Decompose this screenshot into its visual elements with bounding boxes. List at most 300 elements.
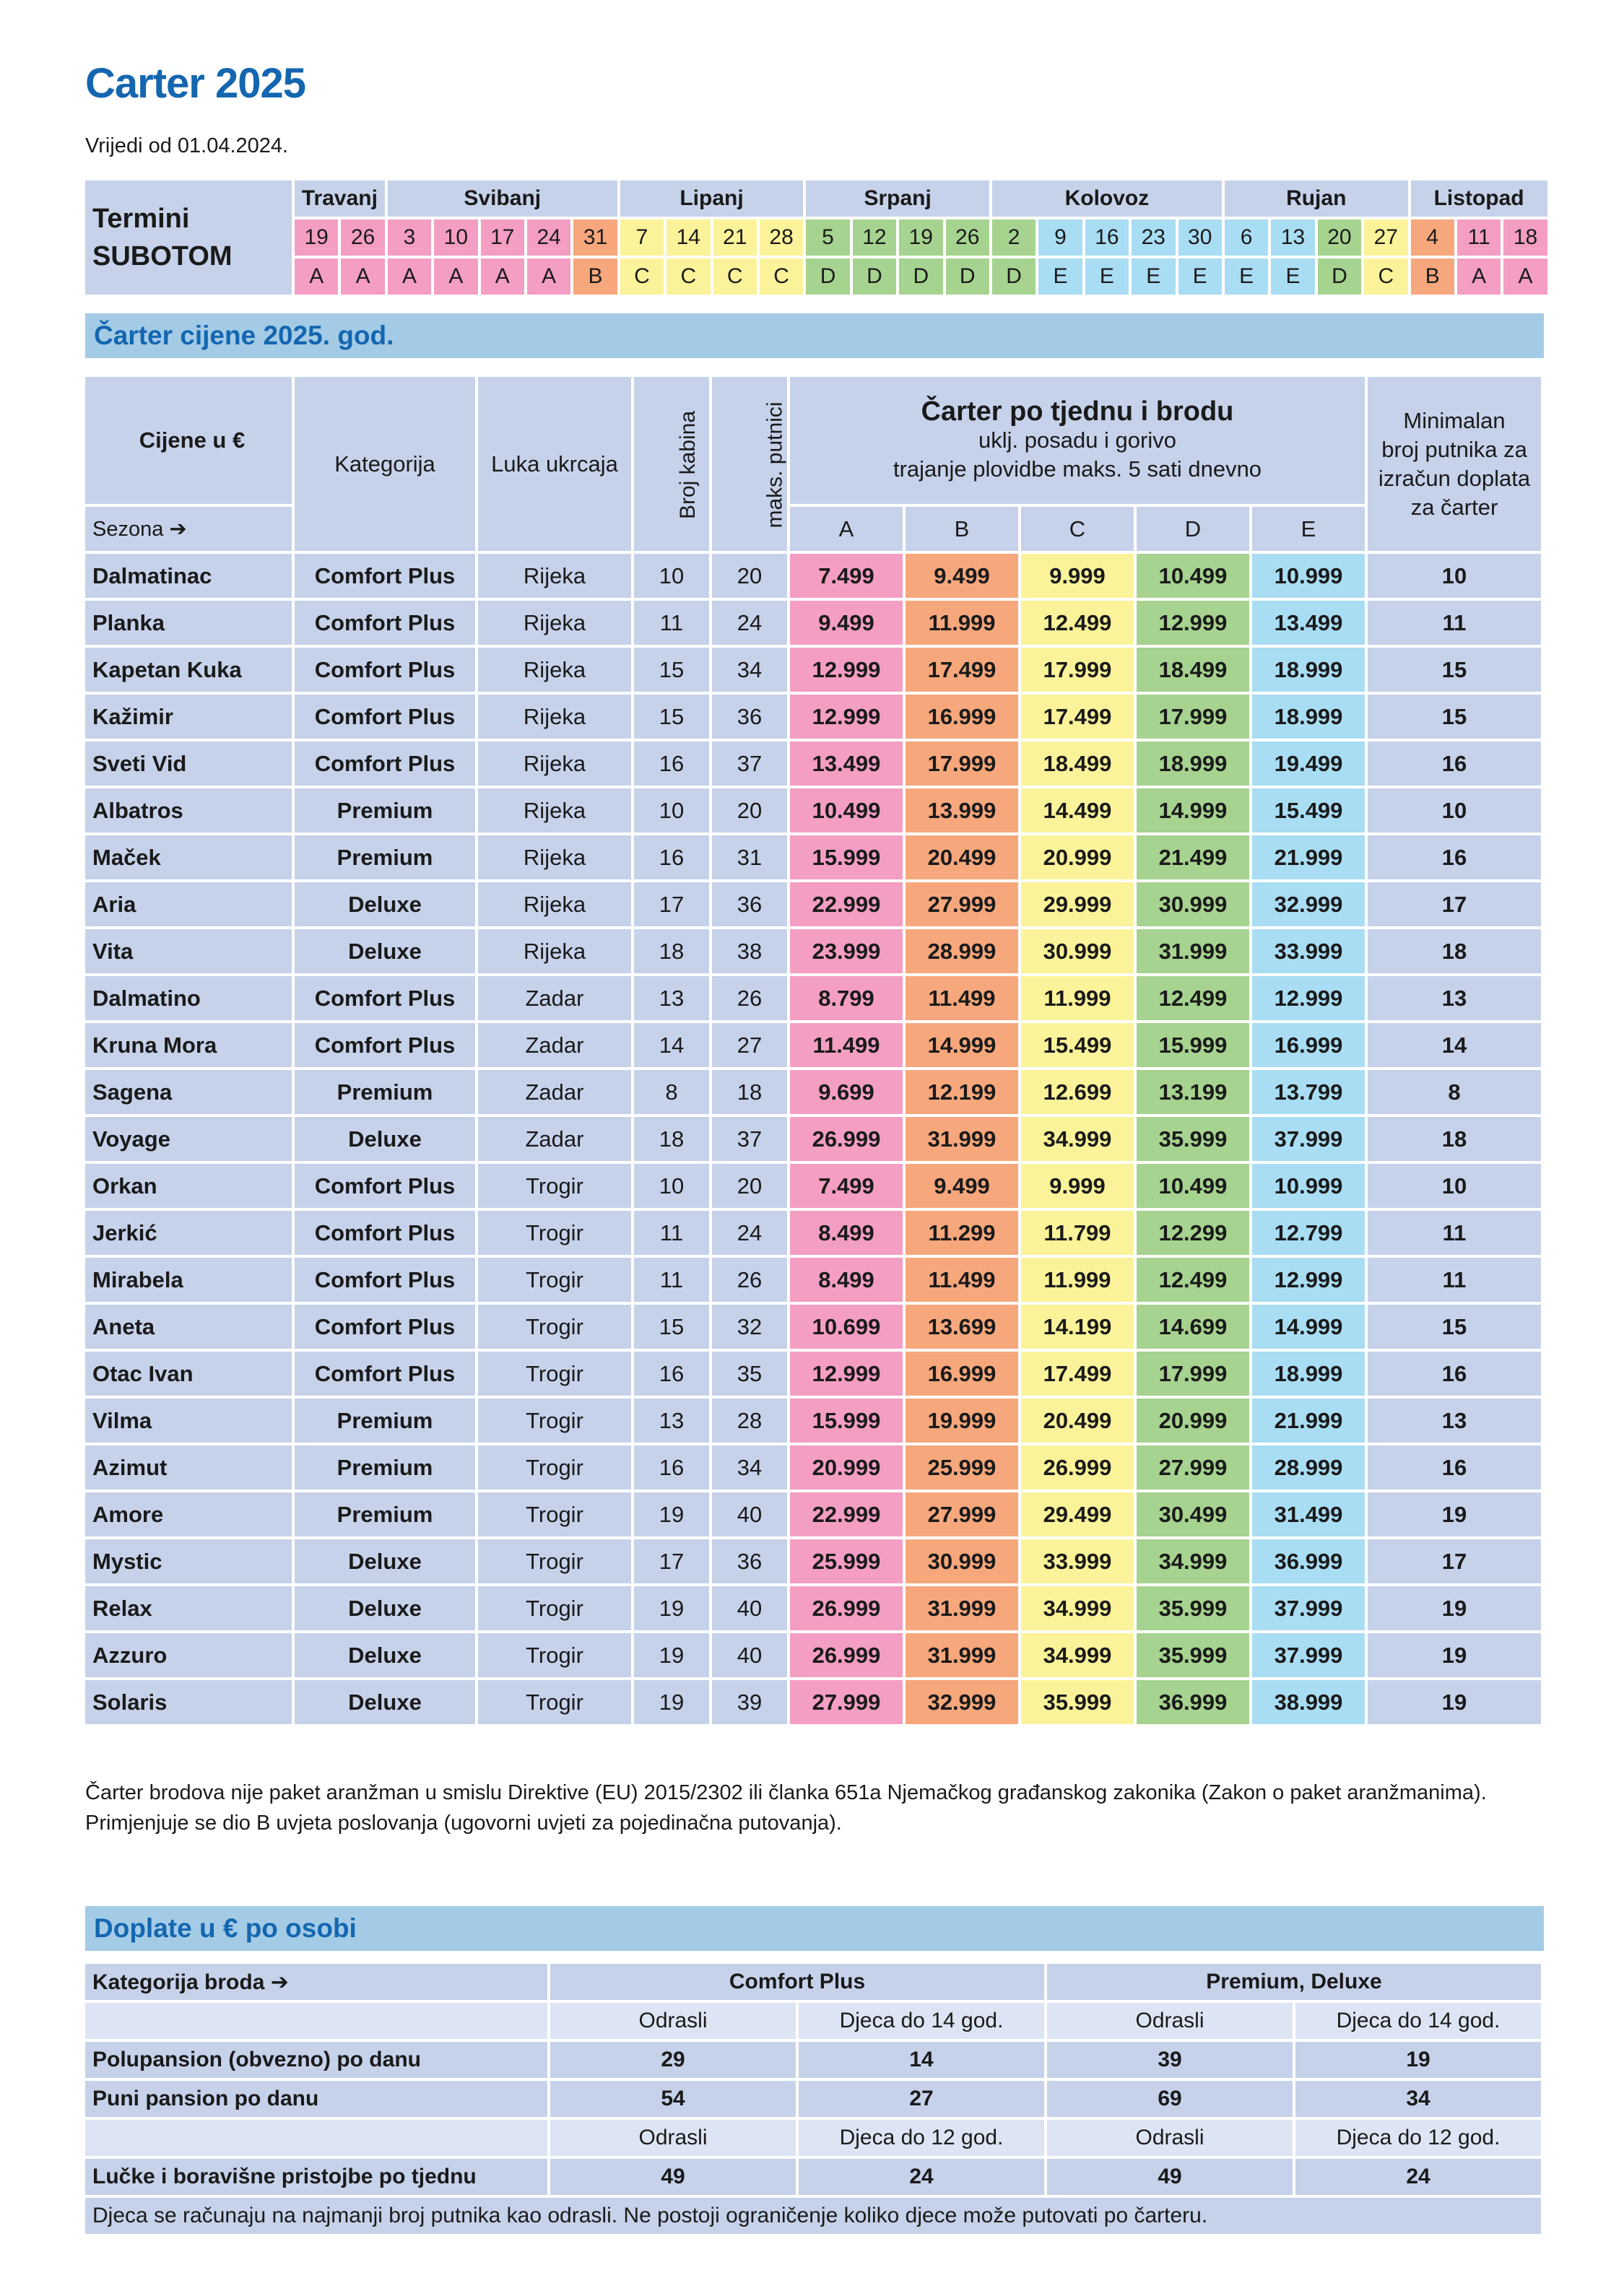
doplate-table: [85, 1964, 1544, 2237]
termin-season: A: [388, 258, 434, 297]
min-pax: 15: [1368, 1305, 1544, 1352]
doplate-subheader: Djeca do 12 god.: [799, 2120, 1047, 2159]
min-pax: 11: [1368, 601, 1544, 648]
termin-day: 26: [946, 219, 992, 258]
ship-port: Zadar: [478, 1117, 634, 1164]
season-header-c: C: [1021, 507, 1137, 554]
ship-cabins: 19: [634, 1680, 712, 1727]
price-c: 9.999: [1021, 554, 1137, 601]
ship-max-pax: 40: [712, 1633, 790, 1680]
ship-port: Zadar: [478, 1070, 634, 1117]
price-b: 14.999: [906, 1023, 1021, 1070]
ship-name: Maček: [85, 835, 295, 882]
termin-season: D: [992, 258, 1038, 297]
termin-season: D: [853, 258, 899, 297]
ship-category: Comfort Plus: [295, 695, 478, 742]
termin-day: 18: [1503, 219, 1550, 258]
ship-port: Trogir: [478, 1492, 634, 1539]
price-d: 34.999: [1137, 1539, 1252, 1586]
price-a: 23.999: [790, 929, 906, 976]
price-c: 15.499: [1021, 1023, 1137, 1070]
price-c: 17.999: [1021, 648, 1137, 695]
ship-cabins: 16: [634, 835, 712, 882]
header-cijene: Cijene u €: [85, 377, 295, 507]
ship-cabins: 15: [634, 695, 712, 742]
header-maks-putnici-label: maks. putnici: [763, 401, 787, 529]
termin-season: A: [341, 258, 387, 297]
price-a: 25.999: [790, 1539, 906, 1586]
termin-season: A: [481, 258, 527, 297]
price-b: 25.999: [906, 1445, 1021, 1492]
doplate-value: 39: [1047, 2042, 1295, 2081]
doplate-value: 14: [799, 2042, 1047, 2081]
table-row: [85, 1539, 1544, 1586]
ship-port: Rijeka: [478, 742, 634, 788]
header-carter-group: [790, 377, 1368, 507]
month-header: Lipanj: [620, 181, 807, 219]
termin-season: E: [1132, 258, 1178, 297]
season-header-e: E: [1252, 507, 1368, 554]
ship-category: Comfort Plus: [295, 554, 478, 601]
doplate-comfort-plus: Comfort Plus: [550, 1964, 1047, 2003]
ship-name: Amore: [85, 1492, 295, 1539]
price-d: 14.999: [1137, 788, 1252, 835]
ship-cabins: 16: [634, 742, 712, 788]
table-row: [85, 1352, 1544, 1399]
ship-max-pax: 36: [712, 882, 790, 929]
price-c: 14.199: [1021, 1305, 1137, 1352]
doplate-subheader: Djeca do 12 god.: [1295, 2120, 1544, 2159]
price-a: 22.999: [790, 882, 906, 929]
ship-category: Premium: [295, 1492, 478, 1539]
price-d: 10.499: [1137, 554, 1252, 601]
ship-cabins: 18: [634, 1117, 712, 1164]
termin-season: B: [573, 258, 620, 297]
ship-cabins: 13: [634, 976, 712, 1023]
price-c: 11.999: [1021, 976, 1137, 1023]
ship-category: Comfort Plus: [295, 1211, 478, 1258]
section-header-doplate: Doplate u € po osobi: [85, 1906, 1544, 1951]
table-row: [85, 1164, 1544, 1211]
ship-cabins: 17: [634, 1539, 712, 1586]
price-e: 21.999: [1252, 1399, 1368, 1445]
price-c: 9.999: [1021, 1164, 1137, 1211]
ship-category: Comfort Plus: [295, 1258, 478, 1305]
termin-day: 16: [1085, 219, 1132, 258]
season-header-d: D: [1137, 507, 1252, 554]
price-a: 15.999: [790, 1399, 906, 1445]
price-c: 18.499: [1021, 742, 1137, 788]
header-broj-kabina-label: Broj kabina: [676, 410, 700, 519]
doplate-subheader: Djeca do 14 god.: [1295, 2003, 1544, 2042]
termini-label: [85, 181, 295, 297]
price-b: 17.999: [906, 742, 1021, 788]
table-row: [85, 1070, 1544, 1117]
header-broj-kabina: [634, 377, 712, 554]
price-c: 34.999: [1021, 1117, 1137, 1164]
section-header-prices: Čarter cijene 2025. god.: [85, 313, 1544, 358]
termin-day: 19: [899, 219, 945, 258]
ship-name: Otac Ivan: [85, 1352, 295, 1399]
price-c: 34.999: [1021, 1586, 1137, 1633]
termin-season: D: [806, 258, 852, 297]
ship-max-pax: 31: [712, 835, 790, 882]
table-row: [85, 976, 1544, 1023]
termin-day: 24: [527, 219, 573, 258]
ship-cabins: 15: [634, 648, 712, 695]
ship-cabins: 11: [634, 1211, 712, 1258]
ship-port: Trogir: [478, 1680, 634, 1727]
min-pax: 8: [1368, 1070, 1544, 1117]
min-pax: 17: [1368, 1539, 1544, 1586]
ship-cabins: 11: [634, 1258, 712, 1305]
ship-max-pax: 34: [712, 1445, 790, 1492]
ship-cabins: 10: [634, 788, 712, 835]
doplate-value: 54: [550, 2081, 799, 2120]
min-pax: 11: [1368, 1211, 1544, 1258]
doplate-empty-cell: [85, 2120, 550, 2159]
termin-season: E: [1178, 258, 1225, 297]
price-c: 30.999: [1021, 929, 1137, 976]
doplate-subheader: Odrasli: [550, 2120, 799, 2159]
ship-max-pax: 36: [712, 695, 790, 742]
price-b: 9.499: [906, 554, 1021, 601]
doplate-subheader: Djeca do 14 god.: [799, 2003, 1047, 2042]
price-e: 37.999: [1252, 1117, 1368, 1164]
ship-name: Aneta: [85, 1305, 295, 1352]
ship-port: Trogir: [478, 1445, 634, 1492]
legal-note-line1: Čarter brodova nije paket aranžman u smislu Direktive (EU) 2015/2302 ili članka 651a Njemačkog građanskog zakonika (Zakon o paket aranžmanima).: [85, 1781, 1487, 1804]
ship-name: Dalmatinac: [85, 554, 295, 601]
header-min-line1: Minimalan: [1403, 407, 1506, 433]
price-a: 8.499: [790, 1211, 906, 1258]
price-b: 20.499: [906, 835, 1021, 882]
ship-max-pax: 20: [712, 788, 790, 835]
doplate-empty-cell: [85, 2003, 550, 2042]
ship-name: Mirabela: [85, 1258, 295, 1305]
ship-category: Comfort Plus: [295, 742, 478, 788]
ship-category: Comfort Plus: [295, 1023, 478, 1070]
price-d: 17.999: [1137, 695, 1252, 742]
termin-season: C: [713, 258, 760, 297]
price-d: 14.699: [1137, 1305, 1252, 1352]
price-a: 8.499: [790, 1258, 906, 1305]
price-b: 27.999: [906, 1492, 1021, 1539]
table-row: [85, 601, 1544, 648]
price-c: 35.999: [1021, 1680, 1137, 1727]
price-a: 13.499: [790, 742, 906, 788]
price-e: 10.999: [1252, 554, 1368, 601]
ship-cabins: 14: [634, 1023, 712, 1070]
price-a: 26.999: [790, 1117, 906, 1164]
ship-cabins: 19: [634, 1633, 712, 1680]
ship-port: Zadar: [478, 976, 634, 1023]
ship-port: Trogir: [478, 1258, 634, 1305]
ship-name: Kažimir: [85, 695, 295, 742]
ship-max-pax: 40: [712, 1492, 790, 1539]
ship-max-pax: 40: [712, 1586, 790, 1633]
ship-max-pax: 24: [712, 1211, 790, 1258]
ship-name: Aria: [85, 882, 295, 929]
ship-category: Deluxe: [295, 1633, 478, 1680]
termin-day: 10: [434, 219, 480, 258]
ship-category: Premium: [295, 788, 478, 835]
price-d: 17.999: [1137, 1352, 1252, 1399]
ship-port: Rijeka: [478, 601, 634, 648]
header-kategorija: Kategorija: [295, 377, 478, 554]
termin-season: A: [1457, 258, 1503, 297]
price-d: 15.999: [1137, 1023, 1252, 1070]
ship-cabins: 19: [634, 1492, 712, 1539]
price-c: 26.999: [1021, 1445, 1137, 1492]
price-b: 11.499: [906, 976, 1021, 1023]
ship-name: Vita: [85, 929, 295, 976]
ship-name: Vilma: [85, 1399, 295, 1445]
price-a: 22.999: [790, 1492, 906, 1539]
price-a: 12.999: [790, 695, 906, 742]
legal-note: [85, 1778, 1551, 1838]
ship-cabins: 13: [634, 1399, 712, 1445]
ship-port: Trogir: [478, 1539, 634, 1586]
ship-port: Rijeka: [478, 648, 634, 695]
ship-category: Comfort Plus: [295, 601, 478, 648]
ship-category: Comfort Plus: [295, 976, 478, 1023]
ship-max-pax: 20: [712, 554, 790, 601]
price-b: 11.299: [906, 1211, 1021, 1258]
price-e: 21.999: [1252, 835, 1368, 882]
ship-max-pax: 32: [712, 1305, 790, 1352]
ship-max-pax: 18: [712, 1070, 790, 1117]
price-e: 18.999: [1252, 695, 1368, 742]
header-group-title: Čarter po tjednu i brodu: [921, 396, 1234, 427]
price-c: 14.499: [1021, 788, 1137, 835]
validity-date: Vrijedi od 01.04.2024.: [85, 134, 289, 157]
month-header: Svibanj: [388, 181, 620, 219]
ship-name: Mystic: [85, 1539, 295, 1586]
termin-day: 6: [1225, 219, 1271, 258]
doplate-premium-deluxe: Premium, Deluxe: [1047, 1964, 1544, 2003]
price-b: 27.999: [906, 882, 1021, 929]
price-c: 17.499: [1021, 1352, 1137, 1399]
termin-day: 12: [853, 219, 899, 258]
ship-name: Kapetan Kuka: [85, 648, 295, 695]
ship-category: Deluxe: [295, 1586, 478, 1633]
price-d: 12.299: [1137, 1211, 1252, 1258]
price-a: 15.999: [790, 835, 906, 882]
table-row: [85, 1211, 1544, 1258]
ship-cabins: 17: [634, 882, 712, 929]
ship-cabins: 16: [634, 1445, 712, 1492]
table-row: [85, 1492, 1544, 1539]
table-row: [85, 1680, 1544, 1727]
header-min-line2: broj putnika za: [1381, 436, 1527, 462]
ship-cabins: 19: [634, 1586, 712, 1633]
price-e: 18.999: [1252, 1352, 1368, 1399]
termin-season: E: [1085, 258, 1132, 297]
termin-season: D: [946, 258, 992, 297]
ship-port: Zadar: [478, 1023, 634, 1070]
price-b: 31.999: [906, 1586, 1021, 1633]
price-e: 13.799: [1252, 1070, 1368, 1117]
ship-max-pax: 37: [712, 742, 790, 788]
price-a: 11.499: [790, 1023, 906, 1070]
price-table: [85, 377, 1544, 1727]
price-b: 12.199: [906, 1070, 1021, 1117]
price-b: 30.999: [906, 1539, 1021, 1586]
termin-day: 30: [1178, 219, 1225, 258]
ship-name: Relax: [85, 1586, 295, 1633]
price-d: 18.499: [1137, 648, 1252, 695]
price-d: 30.499: [1137, 1492, 1252, 1539]
ship-port: Rijeka: [478, 788, 634, 835]
price-e: 13.499: [1252, 601, 1368, 648]
price-b: 31.999: [906, 1633, 1021, 1680]
ship-cabins: 16: [634, 1352, 712, 1399]
price-b: 16.999: [906, 695, 1021, 742]
price-a: 26.999: [790, 1633, 906, 1680]
ship-max-pax: 28: [712, 1399, 790, 1445]
price-c: 29.999: [1021, 882, 1137, 929]
ship-name: Albatros: [85, 788, 295, 835]
termin-day: 2: [992, 219, 1038, 258]
ship-max-pax: 36: [712, 1539, 790, 1586]
header-group-sub1: uklj. posadu i gorivo: [978, 427, 1176, 453]
price-e: 12.999: [1252, 1258, 1368, 1305]
price-d: 30.999: [1137, 882, 1252, 929]
termin-season: B: [1411, 258, 1457, 297]
price-e: 28.999: [1252, 1445, 1368, 1492]
price-c: 11.999: [1021, 1258, 1137, 1305]
ship-port: Trogir: [478, 1399, 634, 1445]
termin-season: A: [434, 258, 480, 297]
ship-category: Deluxe: [295, 882, 478, 929]
price-e: 16.999: [1252, 1023, 1368, 1070]
ship-port: Trogir: [478, 1586, 634, 1633]
price-e: 31.499: [1252, 1492, 1368, 1539]
price-a: 7.499: [790, 1164, 906, 1211]
price-b: 31.999: [906, 1117, 1021, 1164]
price-c: 34.999: [1021, 1633, 1137, 1680]
doplate-value: 69: [1047, 2081, 1295, 2120]
ship-max-pax: 39: [712, 1680, 790, 1727]
ship-category: Premium: [295, 835, 478, 882]
termin-day: 20: [1318, 219, 1364, 258]
header-maks-putnici: [712, 377, 790, 554]
termin-season: D: [1318, 258, 1364, 297]
price-b: 13.999: [906, 788, 1021, 835]
ship-port: Trogir: [478, 1633, 634, 1680]
ship-name: Orkan: [85, 1164, 295, 1211]
price-b: 9.499: [906, 1164, 1021, 1211]
header-group-sub2: trajanje plovidbe maks. 5 sati dnevno: [893, 456, 1262, 482]
ship-cabins: 10: [634, 1164, 712, 1211]
price-c: 20.499: [1021, 1399, 1137, 1445]
price-a: 7.499: [790, 554, 906, 601]
price-e: 37.999: [1252, 1633, 1368, 1680]
termin-season: C: [666, 258, 713, 297]
table-row: [85, 1258, 1544, 1305]
min-pax: 13: [1368, 976, 1544, 1023]
ship-port: Trogir: [478, 1352, 634, 1399]
month-header: Srpanj: [806, 181, 992, 219]
termin-day: 7: [620, 219, 666, 258]
price-d: 35.999: [1137, 1633, 1252, 1680]
header-luka: Luka ukrcaja: [478, 377, 634, 554]
price-b: 11.999: [906, 601, 1021, 648]
month-header: Kolovoz: [992, 181, 1225, 219]
ship-category: Comfort Plus: [295, 1164, 478, 1211]
price-b: 32.999: [906, 1680, 1021, 1727]
doplate-value: 24: [799, 2159, 1047, 2198]
table-row: [85, 1117, 1544, 1164]
min-pax: 18: [1368, 929, 1544, 976]
termin-day: 9: [1038, 219, 1085, 258]
price-d: 13.199: [1137, 1070, 1252, 1117]
table-row: [85, 1399, 1544, 1445]
ship-category: Deluxe: [295, 1117, 478, 1164]
ship-name: Solaris: [85, 1680, 295, 1727]
ship-cabins: 15: [634, 1305, 712, 1352]
ship-cabins: 8: [634, 1070, 712, 1117]
doplate-value: 27: [799, 2081, 1047, 2120]
ship-port: Trogir: [478, 1164, 634, 1211]
price-d: 27.999: [1137, 1445, 1252, 1492]
doplate-subheader: Odrasli: [1047, 2003, 1295, 2042]
termin-day: 4: [1411, 219, 1457, 258]
price-d: 35.999: [1137, 1586, 1252, 1633]
table-row: [85, 882, 1544, 929]
termin-day: 13: [1271, 219, 1317, 258]
month-header: Travanj: [295, 181, 388, 219]
ship-max-pax: 27: [712, 1023, 790, 1070]
ship-max-pax: 26: [712, 1258, 790, 1305]
ship-port: Rijeka: [478, 695, 634, 742]
ship-port: Trogir: [478, 1305, 634, 1352]
ship-cabins: 18: [634, 929, 712, 976]
min-pax: 19: [1368, 1586, 1544, 1633]
doplate-value: 24: [1295, 2159, 1544, 2198]
price-d: 18.999: [1137, 742, 1252, 788]
table-row: [85, 742, 1544, 788]
ship-category: Premium: [295, 1445, 478, 1492]
termin-day: 26: [341, 219, 387, 258]
page-title: Carter 2025: [85, 60, 305, 107]
price-b: 17.499: [906, 648, 1021, 695]
table-row: [85, 695, 1544, 742]
price-e: 18.999: [1252, 648, 1368, 695]
legal-note-line2: Primjenjuje se dio B uvjeta poslovanja (ugovorni uvjeti za pojedinačna putovanja).: [85, 1812, 842, 1835]
price-d: 36.999: [1137, 1680, 1252, 1727]
min-pax: 10: [1368, 1164, 1544, 1211]
ship-max-pax: 20: [712, 1164, 790, 1211]
doplate-row-label: Puni pansion po danu: [85, 2081, 550, 2120]
price-d: 20.999: [1137, 1399, 1252, 1445]
price-d: 21.499: [1137, 835, 1252, 882]
table-row: [85, 2042, 1544, 2081]
price-a: 12.999: [790, 648, 906, 695]
doplate-value: 34: [1295, 2081, 1544, 2120]
ship-name: Azimut: [85, 1445, 295, 1492]
termin-season: D: [899, 258, 945, 297]
price-a: 10.499: [790, 788, 906, 835]
price-e: 32.999: [1252, 882, 1368, 929]
ship-name: Kruna Mora: [85, 1023, 295, 1070]
price-e: 36.999: [1252, 1539, 1368, 1586]
month-header: Listopad: [1411, 181, 1550, 219]
min-pax: 16: [1368, 1352, 1544, 1399]
ship-category: Comfort Plus: [295, 1305, 478, 1352]
min-pax: 15: [1368, 695, 1544, 742]
